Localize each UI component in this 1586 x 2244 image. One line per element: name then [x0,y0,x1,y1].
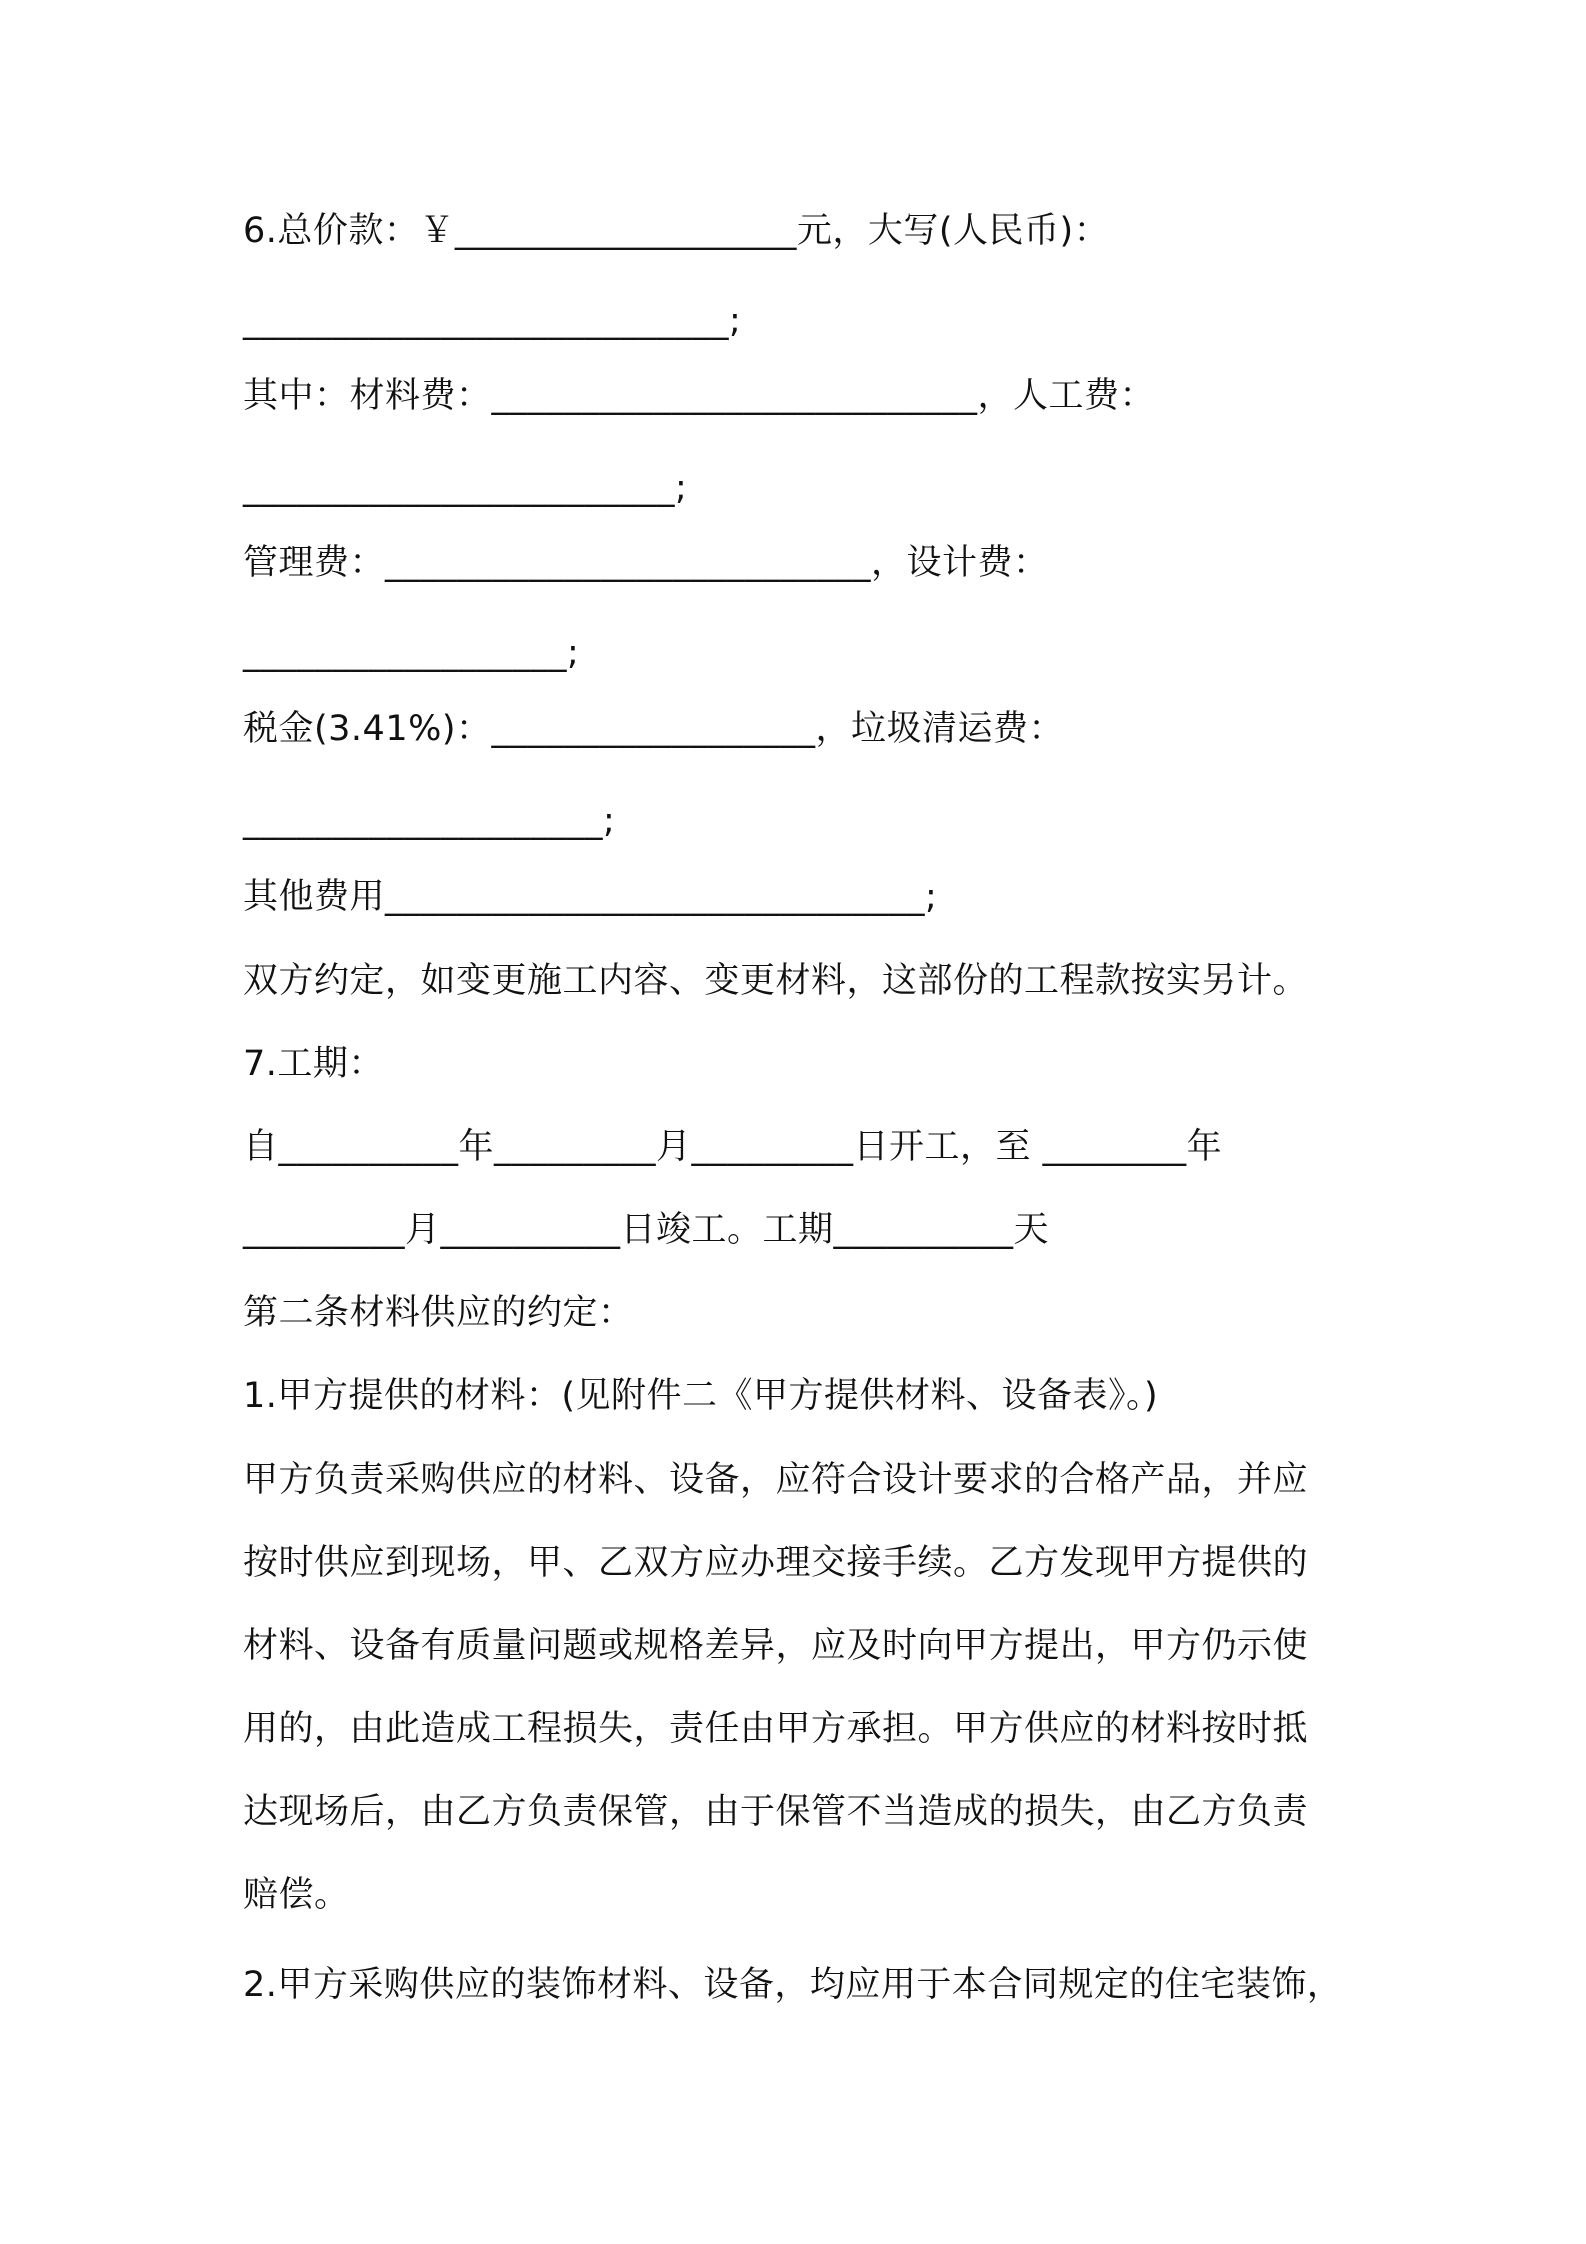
clause-1-heading: 1.甲方提供的材料：(见附件二《甲方提供材料、设备表》。) [243,1376,1159,1416]
material-labor-fee-line: 其中：材料费：___________________________，人工费： [243,376,1156,416]
clause-1-text-line-6: 赔偿。 [243,1875,350,1915]
labor-fee-blank: ________________________; [243,468,688,508]
clause-1-text-line-5: 达现场后，由乙方负责保管，由于保管不当造成的损失，由乙方负责 [243,1792,1309,1832]
other-fees-line: 其他费用______________________________; [243,877,938,917]
design-fee-blank: __________________; [243,633,580,673]
schedule-heading: 7.工期： [243,1044,384,1084]
tax-garbage-fee-line: 税金(3.41%)：__________________，垃圾清运费： [243,709,1064,749]
clause-2-text-line-1: 2.甲方采购供应的装饰材料、设备，均应用于本合同规定的住宅装饰， [243,1965,1343,2005]
management-design-fee-line: 管理费：___________________________，设计费： [243,543,1049,583]
clause-1-text-line-3: 材料、设备有质量问题或规格差异，应及时向甲方提出，甲方仍示使 [243,1626,1309,1666]
schedule-end-line: _________月__________日竣工。工期__________天 [243,1210,1050,1250]
schedule-start-line: 自__________年_________月_________日开工，至 ________年 [243,1127,1223,1167]
clause-1-text-line-1: 甲方负责采购供应的材料、设备，应符合设计要求的合格产品，并应 [243,1460,1309,1500]
total-price-line: 6.总价款：￥___________________元，大写(人民币)： [243,211,1110,251]
change-agreement-line: 双方约定，如变更施工内容、变更材料，这部份的工程款按实另计。 [243,961,1309,1001]
garbage-fee-blank: ____________________; [243,801,616,841]
clause-1-text-line-4: 用的，由此造成工程损失，责任由甲方承担。甲方供应的材料按时抵 [243,1709,1309,1749]
total-price-words-blank: ___________________________; [243,301,742,341]
article-two-heading: 第二条材料供应的约定： [243,1293,634,1333]
clause-1-text-line-2: 按时供应到现场，甲、乙双方应办理交接手续。乙方发现甲方提供的 [243,1543,1309,1583]
